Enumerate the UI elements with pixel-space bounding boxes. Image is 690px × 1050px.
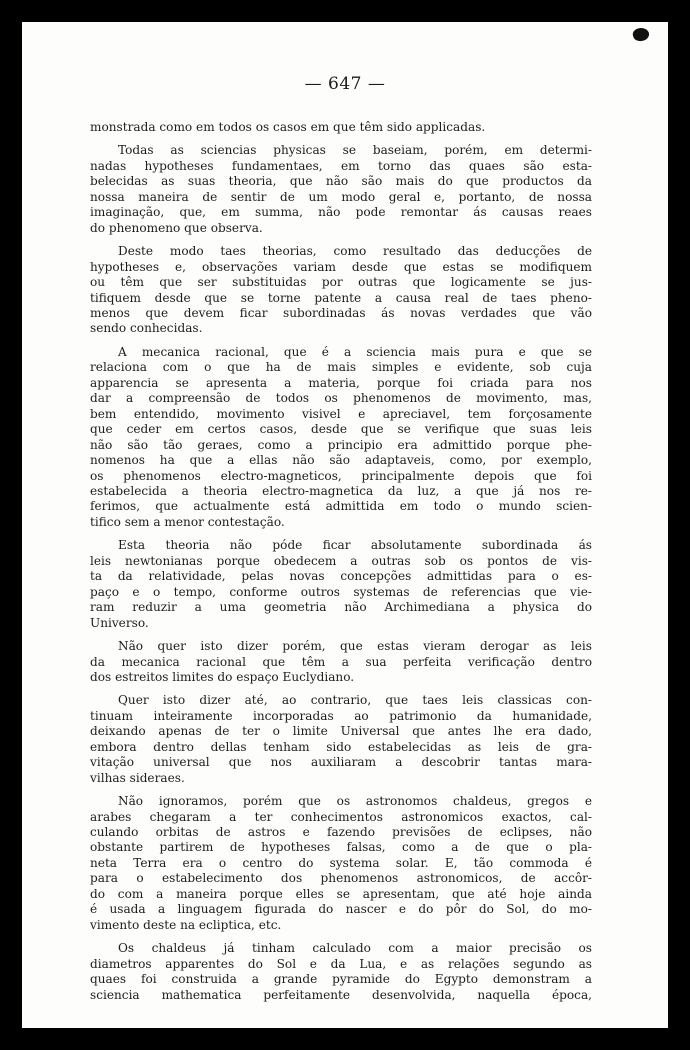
text-line: Todas as sciencias physicas se baseiam, porém, em determi- — [118, 143, 592, 158]
text-line: vilhas sideraes. — [90, 770, 185, 785]
text-line: sendo conhecidas. — [90, 321, 203, 336]
text-line: que ceder em certos casos, desde que se verifique que suas leis — [90, 422, 592, 437]
text-line: paço e o tempo, conforme outros systemas de referencias que vie- — [90, 584, 592, 599]
text-line: nomenos ha que a ellas não são adaptaveis, como, por exemplo, — [90, 453, 592, 468]
text-line: Esta theoria não póde ficar absolutamente subordinada ás — [118, 538, 592, 553]
text-line: Quer isto dizer até, ao contrario, que taes leis classicas con- — [118, 693, 592, 708]
paragraph-gap — [90, 337, 592, 345]
paragraph — [90, 941, 592, 1003]
text-line: dos estreitos limites do espaço Euclydiano. — [90, 669, 355, 684]
text-line: Não ignoramos, porém que os astronomos chaldeus, gregos e — [118, 794, 592, 809]
text-line: nadas hypotheses fundamentaes, em torno das quaes são esta- — [90, 158, 592, 173]
text-line: da mecanica racional que têm a sua perfeita verificação dentro — [90, 654, 592, 669]
text-line: diametros apparentes do Sol e da Lua, e as relações segundo as — [90, 956, 592, 971]
paragraph-gap — [90, 631, 592, 639]
text-line: Os chaldeus já tinham calculado com a maior precisão os — [118, 941, 592, 956]
text-line: dar a compreensão de todos os phenomenos de movimento, mas, — [90, 391, 592, 406]
paragraph — [90, 244, 592, 337]
text-line: hypotheses e, observações variam desde que estas se modifiquem — [90, 259, 592, 274]
paragraph — [90, 538, 592, 631]
text-line: não são tão geraes, como a principio era admittido porque phe- — [90, 437, 592, 452]
text-line: arabes chegaram a ter conhecimentos astronomicos exactos, cal- — [90, 809, 592, 824]
document-page — [22, 22, 668, 1028]
text-line: ferimos, que actualmente está admittida em todo o mundo scien- — [90, 499, 592, 514]
text-line: os phenomenos electro-magneticos, principalmente depois que foi — [90, 468, 592, 483]
text-line: monstrada como em todos os casos em que têm sido applicadas. — [90, 120, 486, 134]
text-line: quaes foi construida a grande pyramide do Egypto demonstram a — [90, 972, 592, 987]
text-line: vitação universal que nos auxiliaram a descobrir tantas mara- — [90, 755, 592, 770]
text-line: é usada a linguagem figurada do nascer e do pôr do Sol, do mo- — [90, 902, 592, 917]
ink-blot — [632, 26, 651, 43]
text-line: sciencia mathematica perfeitamente desenvolvida, naquella época, — [90, 987, 592, 1002]
text-line: estabelecida a theoria electro-magnetica da luz, a que já nos re- — [90, 483, 592, 498]
text-line: tifiquem desde que se torne patente a causa real de taes pheno- — [90, 290, 592, 305]
paragraph — [90, 693, 592, 786]
text-line: deixando apenas de ter o limite Universal que antes lhe era dado, — [90, 724, 592, 739]
text-line: ram reduzir a uma geometria não Archimediana a physica do — [90, 600, 592, 615]
body-text — [90, 120, 592, 1003]
paragraph-gap — [90, 530, 592, 538]
text-line: menos que devem ficar subordinadas ás novas verdades que vão — [90, 305, 592, 320]
text-line: neta Terra era o centro do systema solar. E, tão commoda é — [90, 855, 592, 870]
paragraph-gap — [90, 135, 592, 143]
text-line: ou têm que ser substituidas por outras que logicamente se jus- — [90, 275, 592, 290]
text-line: obstante partirem de hypotheses falsas, como a de que o pla- — [90, 840, 592, 855]
text-line: Não quer isto dizer porém, que estas vieram derogar as leis — [118, 639, 592, 654]
text-line: embora dentro dellas tenham sido estabelecidas as leis de gra- — [90, 739, 592, 754]
paragraph-gap — [90, 933, 592, 941]
text-line: tinuam inteiramente incorporadas ao patrimonio da humanidade, — [90, 708, 592, 723]
text-line: relaciona com o que ha de mais simples e evidente, sob cuja — [90, 360, 592, 375]
text-line: A mecanica racional, que é a sciencia mais pura e que se — [118, 344, 592, 359]
paragraph — [90, 143, 592, 236]
text-line: bem entendido, movimento visivel e apreciavel, tem forçosamente — [90, 406, 592, 421]
paragraph — [90, 794, 592, 933]
text-line: ta da relatividade, pelas novas concepções admittidas para o es- — [90, 569, 592, 584]
paragraph-gap — [90, 786, 592, 794]
paragraph — [90, 120, 592, 135]
text-line: para o estabelecimento dos phenomenos astronomicos, de accôr- — [90, 871, 592, 886]
text-line: Universo. — [90, 615, 149, 630]
text-line: leis newtonianas porque obedecem a outras sob os pontos de vis- — [90, 553, 592, 568]
text-line: Deste modo taes theorias, como resultado das deducções de — [118, 244, 592, 259]
text-line: belecidas as suas theoria, que não são mais do que productos da — [90, 174, 592, 189]
text-line: culando orbitas de astros e fazendo previsões de eclipses, não — [90, 825, 592, 840]
text-line: tifico sem a menor contestação. — [90, 514, 285, 529]
text-line: vimento deste na ecliptica, etc. — [90, 917, 282, 932]
text-line: imaginação, que, em summa, não pode remontar ás causas reaes — [90, 205, 592, 220]
paragraph — [90, 345, 592, 530]
paragraph-gap — [90, 685, 592, 693]
text-line: nossa maneira de sentir de um modo geral e, portanto, de nossa — [90, 189, 592, 204]
text-line: do com a maneira porque elles se apresentam, que até hoje ainda — [90, 886, 592, 901]
page-number: — 647 — — [304, 74, 386, 94]
text-line: apparencia se apresenta a materia, porque foi criada para nos — [90, 375, 592, 390]
paragraph-gap — [90, 236, 592, 244]
paragraph — [90, 639, 592, 685]
text-line: do phenomeno que observa. — [90, 220, 263, 235]
